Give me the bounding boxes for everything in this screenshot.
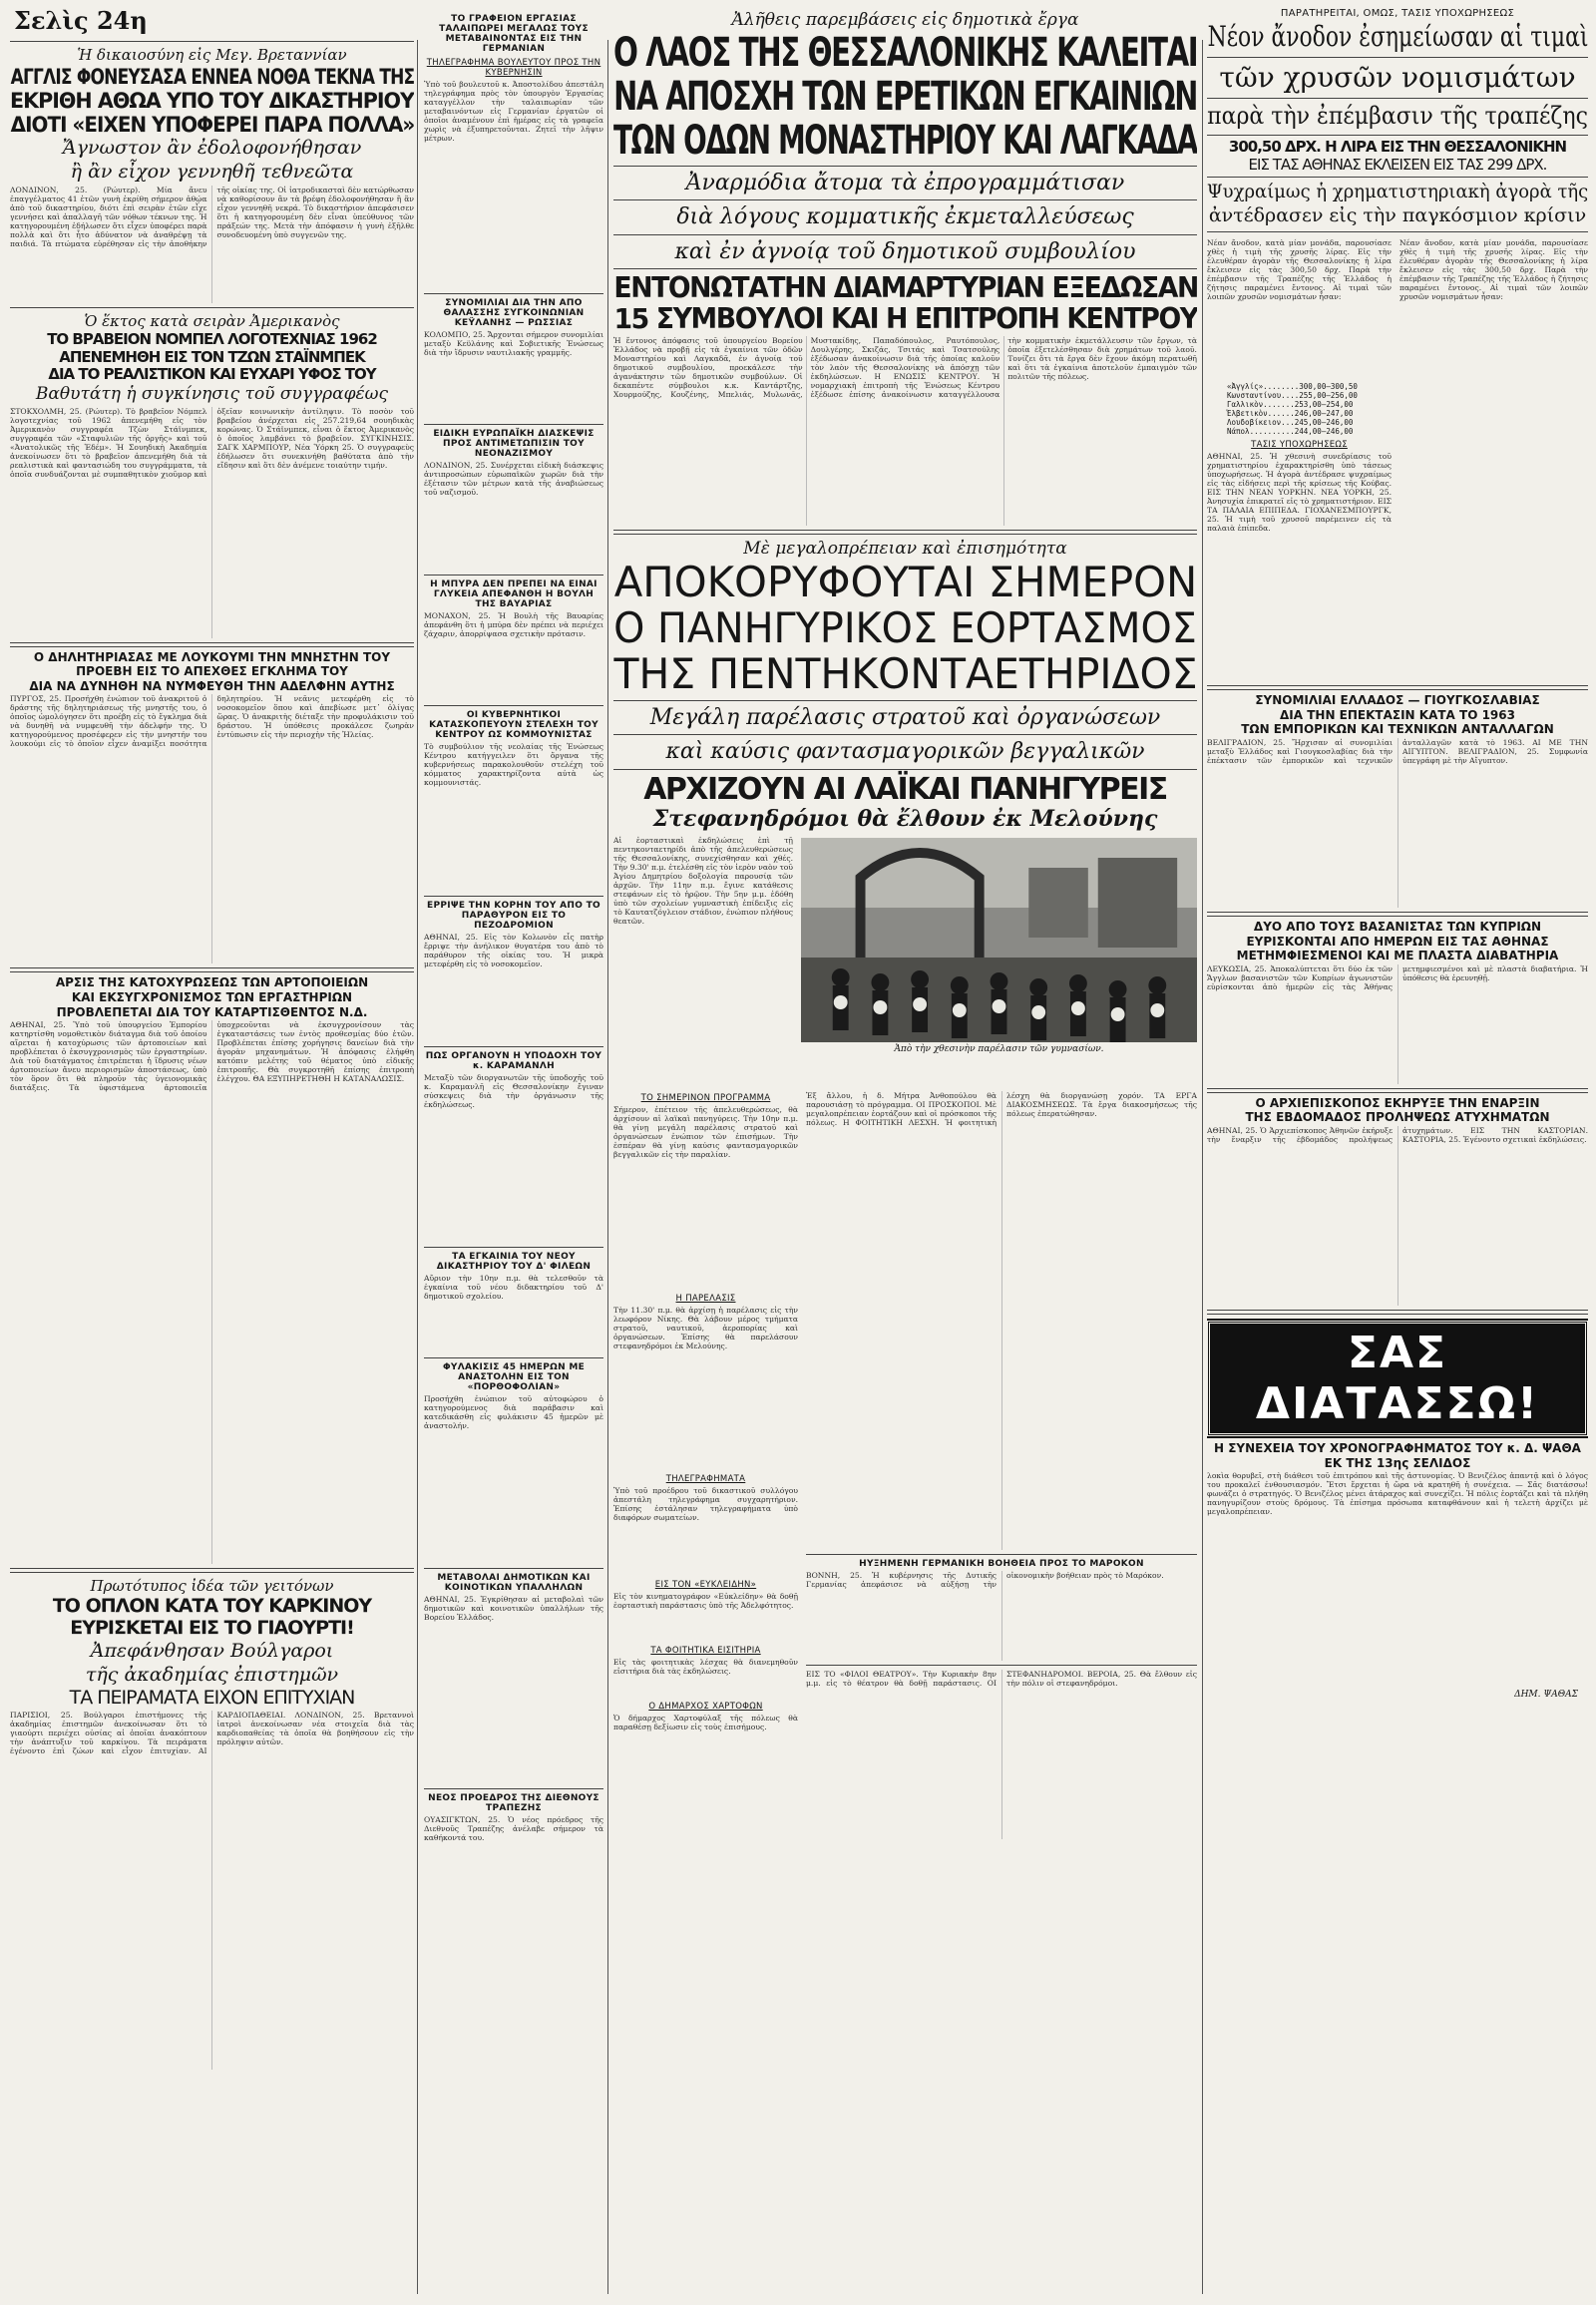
headline: ΣΥΝΟΜΙΛΙΑΙ ΔΙΑ ΤΗΝ ΑΠΟ ΘΑΛΑΣΣΗΣ ΣΥΓΚΟΙΝΩΝΙΑΝ ΚΕΫΛΑΝΗΣ — ΡΩΣΣΙΑΣ (443, 298, 585, 328)
article-body: Σήμερον, ἐπέτειον τῆς ἀπελευθερώσεως, θὰ ἀρχίσουν αἱ λαϊκαὶ πανηγύρεις. Τὴν 10ην π.μ. θὰ γίνῃ μεγάλη παρέλασις στρατοῦ καὶ ὀργανώσεων ἐνώπιον τῶν ἐπισήμων. Τὴν ἑσπέραν θὰ γίνῃ καύσις φαντασμαγορικῶν βεγγαλικῶν εἰς τὴν παραλίαν. (613, 1105, 798, 1160)
headline: ΦΥΛΑΚΙΣΙΣ 45 ΗΜΕΡΩΝ ΜΕ ΑΝΑΣΤΟΛΗΝ ΕΙΣ ΤΟΝ «ΠΟΡΘΟΦΟΛΙΑΝ» (442, 1362, 586, 1392)
headline: ΤΑ ΠΕΙΡΑΜΑΤΑ ΕΙΧΟΝ ΕΠΙΤΥΧΙΑΝ (69, 1686, 355, 1709)
column-1 (10, 0, 414, 2305)
divider (10, 307, 414, 308)
divider (613, 268, 1197, 269)
headline: ΠΡΟΒΛΕΠΕΤΑΙ ΔΙΑ ΤΟΥ ΚΑΤΑΡΤΙΣΘΕΝΤΟΣ Ν.Δ. (56, 1004, 368, 1019)
article-body: ΑΘΗΝΑΙ, 25. Ὁ Ἀρχιεπίσκοπος Ἀθηνῶν ἐκήρυξε τὴν ἔναρξιν τῆς ἑβδομάδος προλήψεως ἀτυχημάτων. ΕΙΣ ΤΗΝ ΚΑΣΤΟΡΙΑΝ. ΚΑΣΤΟΡΙΑ, 25. Ἐγένοντο σχετικαὶ ἐκδηλώσεις. (1207, 1125, 1588, 1144)
article-body: ΛΟΝΔΙΝΟΝ, 25. (Ρώυτερ). Μία ἄνευ ἐπαγγέλματος 41 ἐτῶν γυνὴ ἐκρίθη σήμερον ἀθῴα ἀπὸ τοῦ δικαστηρίου, διότι ἐπὶ σειρὰν ἐτῶν εἶχε γεννήσει καὶ ἀπαλλαγῆ τῶν νόθων τέκνων της. Ἡ κατηγορουμένη ἐδήλωσεν ὅτι εἶχεν ὑποφέρει παρὰ πολλὰ καὶ ὅτι ἦτο ἀδύνατον νὰ ἀναθρέψῃ τὰ παιδιά. Τὰ πτώματα εὑρέθησαν εἰς τὴν ἀποθήκην τῆς οἰκίας της. Οἱ ἰατροδικασταὶ δὲν κατώρθωσαν νὰ καθορίσουν ἂν τὰ βρέφη ἐδολοφονήθησαν ἢ ἂν εἶχον γεννηθῆ νεκρά. Τὸ δικαστήριον ἀπεφάσισεν ὅτι ἡ κατηγορουμένη δὲν εἶναι ὑπεύθυνος τῶν πράξεών της. Μετὰ τὴν ἀπόφασιν ἡ γυνὴ ἐξῆλθε συνοδευομένη ὑπὸ συγγενῶν της. (10, 185, 414, 248)
headline: ΟΙ ΚΥΒΕΡΝΗΤΙΚΟΙ ΚΑΤΑΣΚΟΠΕΥΟΥΝ ΣΤΕΛΕΧΗ ΤΟΥ ΚΕΝΤΡΟΥ ΩΣ ΚΟΜΜΟΥΝΙΣΤΑΣ (429, 710, 598, 740)
headline: 15 ΣΥΜΒΟΥΛΟΙ ΚΑΙ Η ΕΠΙΤΡΟΠΗ ΚΕΝΤΡΟΥ (613, 302, 1197, 336)
column-divider (1202, 40, 1203, 2294)
subheadline: Μεγάλη παρέλασις στρατοῦ καὶ ὀργανώσεων (649, 704, 1161, 730)
headline: Ψυχραίμως ἡ χρηματιστηριακὴ ἀγορὰ τῆς (1207, 181, 1588, 203)
headline: Η ΣΥΝΕΧΕΙΑ ΤΟΥ ΧΡΟΝΟΓΡΑΦΗΜΑΤΟΣ ΤΟΥ κ. Δ. ΨΑΘΑ (1214, 1440, 1581, 1455)
article-body: ΑΘΗΝΑΙ, 25. Εἰς τὸν Κολωνὸν εἷς πατὴρ ἔρριψε τὴν ἀνήλικον θυγατέρα του ἀπὸ τὸ παράθυρον τῆς οἰκίας του. Ἡ μικρὰ μετεφέρθη εἰς τὸ νοσοκομεῖον. (424, 933, 603, 968)
divider (424, 293, 603, 294)
article-body: Μεταξὺ τῶν διοργανωτῶν τῆς ὑποδοχῆς τοῦ κ. Καραμανλῆ εἰς Θεσσαλονίκην ἔγιναν σύσκεψεις διὰ τὴν ὀργάνωσιν τῆς ἐκδηλώσεως. (424, 1073, 603, 1109)
column-2 (424, 0, 603, 2305)
headline: ΑΠΕΝΕΜΗΘΗ ΕΙΣ ΤΟΝ ΤΖΩΝ ΣΤΑΪΝΜΠΕΚ (59, 347, 365, 366)
headline: Ο ΔΗΛΗΤΗΡΙΑΣΑΣ ΜΕ ΛΟΥΚΟΥΜΙ ΤΗΝ ΜΝΗΣΤΗΝ ΤΟΥ (33, 649, 391, 664)
article-body: ΠΑΡΙΣΙΟΙ, 25. Βούλγαροι ἐπιστήμονες τῆς ἀκαδημίας ἐπιστημῶν ἀνεκοίνωσαν ὅτι τὸ γιαούρτι περιέχει οὐσίας αἱ ὁποῖαι ἀνακόπτουν τὴν ἀνάπτυξιν τοῦ καρκίνου. Τὰ πειράματα ἐγένοντο ἐπὶ ζώων καὶ εἶχον ἐπιτυχίαν. ΑΙ ΚΑΡΔΙΟΠΑΘΕΙΑΙ. ΛΟΝΔΙΝΟΝ, 25. Βρεταννοὶ ἰατροὶ ἀνεκοίνωσαν νέα στοιχεῖα διὰ τὰς καρδιοπαθείας τὰ ὁποῖα θὰ βοηθήσουν εἰς τὴν πρόληψιν αὐτῶν. (10, 1710, 414, 1755)
price-row: Λουδοβίκειον...245,00—246,00 (1227, 418, 1354, 428)
divider (806, 1665, 1197, 1666)
subheadline: καὶ ἐν ἀγνοίᾳ τοῦ δημοτικοῦ συμβουλίου (674, 238, 1136, 264)
headline: ΕΙΔΙΚΗ ΕΥΡΩΠΑΪΚΗ ΔΙΑΣΚΕΨΙΣ ΠΡΟΣ ΑΝΤΙΜΕΤΩΠΙΣΙΝ ΤΟΥ ΝΕΟΝΑΖΙΣΜΟΥ (433, 429, 595, 459)
headline: ΔΙΑ ΤΗΝ ΕΠΕΚΤΑΣΙΝ ΚΑΤΑ ΤΟ 1963 (1280, 707, 1515, 722)
subheadline: 300,50 ΔΡΧ. Η ΛΙΡΑ ΕΙΣ ΤΗΝ ΘΕΣΣΑΛΟΝΙΚΗΝ (1228, 137, 1567, 156)
article-body: Ὑπὸ τοῦ προέδρου τοῦ δικαστικοῦ συλλόγου ἀπεστάλη τηλεγράφημα συγχαρητήριον. Ἐπίσης ἐστάλησαν τηλεγραφήματα ὑπὸ διαφόρων σωματείων. (613, 1486, 798, 1523)
headline: ΠΩΣ ΟΡΓΑΝΟΥΝ Η ΥΠΟΔΟΧΗ ΤΟΥ κ. ΚΑΡΑΜΑΝΛΗ (425, 1051, 602, 1071)
headline: ΕΥΡΙΣΚΕΤΑΙ ΕΙΣ ΤΟ ΓΙΑΟΥΡΤΙ! (70, 1617, 354, 1640)
section-heading: ΤΑΣΙΣ ΥΠΟΧΩΡΗΣΕΩΣ (1251, 440, 1348, 451)
page-number: Σελὶς 24η (14, 6, 148, 35)
article-body: ΚΟΛΟΜΠΟ, 25. Ἄρχονται σήμερον συνομιλίαι μεταξὺ Κεϋλάνης καὶ Σοβιετικῆς Ἑνώσεως διὰ τὴν ἵδρυσιν ναυτιλιακῆς γραμμῆς. (424, 330, 603, 357)
section-heading: ΤΗΛΕΓΡΑΦΗΜΑΤΑ (665, 1474, 746, 1485)
article-poisoning (10, 651, 414, 964)
kicker: Μὲ μεγαλοπρέπειαν καὶ ἐπισημότητα (743, 538, 1067, 559)
article-bakeries (10, 976, 414, 1564)
subheadline: ΕΙΣ ΤΑΣ ΑΘΗΝΑΣ ΕΚΛΕΙΣΕΝ ΕΙΣ ΤΑΣ 299 ΔΡΧ. (1248, 155, 1547, 174)
headline: ΑΡΧΙΖΟΥΝ ΑΙ ΛΑΪΚΑΙ ΠΑΝΗΓΥΡΕΙΣ (643, 771, 1167, 807)
column-title-banner: ΣΑΣ ΔΙΑΤΑΣΣΩ! (1207, 1321, 1588, 1436)
article-body: Ὑπὸ τοῦ βουλευτοῦ κ. Ἀποστολίδου ἀπεστάλη τηλεγράφημα πρὸς τὸν ὑπουργὸν Ἐργασίας καταγγέλλον τὴν ταλαιπωρίαν τῶν μεταβαινόντων εἰς Γερμανίαν ἐργατῶν οἱ ὁποῖοι ἀναμένουν ἐπὶ ἡμέρας εἰς τὰ γραφεῖα χωρὶς νὰ ἐξυπηρετοῦνται. Ζητεῖ τὴν λῆψιν μέτρων. (424, 80, 603, 143)
divider (613, 769, 1197, 770)
headline: ΑΡΣΙΣ ΤΗΣ ΚΑΤΟΧΥΡΩΣΕΩΣ ΤΩΝ ΑΡΤΟΠΟΙΕΙΩΝ (55, 975, 369, 990)
divider (10, 642, 414, 647)
author-signature: ΔΗΜ. ΨΑΘΑΣ (1514, 1690, 1578, 1701)
article-body: Προσήχθη ἐνώπιον τοῦ αὐτοφώρου ὁ κατηγορούμενος διὰ παράβασιν καὶ κατεδικάσθη εἰς φυλάκισιν 45 ἡμερῶν μὲ ἀναστολήν. (424, 1394, 603, 1430)
divider (10, 1568, 414, 1573)
divider (424, 1568, 603, 1569)
headline: ΤΟ ΓΡΑΦΕΙΟΝ ΕΡΓΑΣΙΑΣ ΤΑΛΑΙΠΩΡΕΙ ΜΕΓΑΛΩΣ ΤΟΥΣ ΜΕΤΑΒΑΙΝΟΝΤΑΣ ΕΙΣ ΤΗΝ ΓΕΡΜΑΝΙΑΝ (439, 14, 589, 54)
headline: ΤΗΣ ΕΒΔΟΜΑΔΟΣ ΠΡΟΛΗΨΕΩΣ ΑΤΥΧΗΜΑΤΩΝ (1245, 1110, 1550, 1125)
price-row: Γαλλικὸν.......253,00—254,00 (1227, 400, 1354, 410)
article-body: Ἐξ ἄλλου, ἡ δ. Μήτρα Ἀνθοπούλου θὰ παρουσιάσῃ τὸ πρόγραμμα. ΟΙ ΠΡΟΣΚΟΠΟΙ. Μὲ μεγαλοπρέπειαν ἑορτάζουν καὶ οἱ πρόσκοποι τῆς πόλεως. Η ΦΟΙΤΗΤΙΚΗ ΛΕΣΧΗ. Ἡ φοιτητικὴ λέσχη θὰ διοργανώσῃ χορόν. ΤΑ ΕΡΓΑ ΔΙΑΚΟΣΜΗΣΕΩΣ. Τὰ ἔργα διακοσμήσεως τῆς πόλεως ἐπερατώθησαν. (806, 1091, 1197, 1128)
divider (1207, 98, 1588, 99)
headline: ΜΕΤΑΒΟΛΑΙ ΔΗΜΟΤΙΚΩΝ ΚΑΙ ΚΟΙΝΟΤΙΚΩΝ ΥΠΑΛΛΗΛΩΝ (437, 1573, 591, 1593)
divider (1207, 177, 1588, 178)
price-row: Νάπολ..........244,00—246,00 (1227, 427, 1354, 437)
headline: ΕΡΡΙΨΕ ΤΗΝ ΚΟΡΗΝ ΤΟΥ ΑΠΟ ΤΟ ΠΑΡΑΘΥΡΟΝ ΕΙΣ ΤΟ ΠΕΖΟΔΡΟΜΙΟΝ (427, 901, 600, 931)
column-3 (613, 0, 1197, 2305)
article-body: Νέαν ἄνοδον, κατὰ μίαν μονάδα, παρουσίασε χθὲς ἡ τιμὴ τῆς χρυσῆς λίρας. Εἰς τὴν ἐλευθέραν ἀγορὰν τῆς Θεσσαλονίκης ἡ λίρα ἔκλεισεν εἰς τὰς 300,50 δρχ. Παρὰ τὴν ἐπέμβασιν τῆς Τραπέζης τῆς Ἑλλάδος ἡ ζήτησις παραμένει ἔντονος. Αἱ τιμαὶ τῶν λοιπῶν χρυσῶν νομισμάτων ἦσαν: (1399, 238, 1588, 302)
divider (424, 896, 603, 897)
column-divider (607, 40, 608, 2294)
article-body: λοκὶα θορυβεῖ, στὴ διάθεσι τοῦ ἐπιτρόπου καὶ τῆς ἀστυνομίας. Ὁ Βενιζέλος ἀπαντᾷ καὶ ὁ λόγος του προκαλεῖ ἐνθουσιασμόν. Ἔτσι ἔρχεται ἡ ὥρα νὰ κρατηθῆ ἡ συνέχεια. — Σᾶς διατάσσω! φωνάζει ὁ στρατηγός. Ὁ Βενιζέλος μένει ἀτάραχος καὶ συνεχίζει. Ἡ πόλις ἑορτάζει καὶ τὰ πλήθη πανηγυρίζουν στοὺς δρόμους. Τὰ ἐπίσημα πρόσωπα καταφθάνουν καὶ ἡ τελετὴ ἀρχίζει μὲ μεγαλοπρέπειαν. (1207, 1471, 1588, 1517)
article-body: Αὔριον τὴν 10ην π.μ. θὰ τελεσθοῦν τὰ ἐγκαίνια τοῦ νέου διδακτηρίου τοῦ Δ' δημοτικοῦ σχολείου. (424, 1274, 603, 1301)
column-4 (1207, 0, 1588, 2305)
divider (10, 41, 414, 42)
headline: ΝΕΟΣ ΠΡΟΕΔΡΟΣ ΤΗΣ ΔΙΕΘΝΟΥΣ ΤΡΑΠΕΖΗΣ (428, 1793, 599, 1813)
headline: ΤΟ ΒΡΑΒΕΙΟΝ ΝΟΜΠΕΛ ΛΟΓΟΤΕΧΝΙΑΣ 1962 (47, 329, 377, 348)
headline: ΠΡΟΕΒΗ ΕΙΣ ΤΟ ΑΠΕΧΘΕΣ ΕΓΚΛΗΜΑ ΤΟΥ (76, 664, 348, 679)
article-nobel-prize (10, 312, 414, 638)
divider (424, 1788, 603, 1789)
headline: ΑΠΟΚΟΡΥΦΟΥΤΑΙ ΣΗΜΕΡΟΝ (613, 557, 1197, 606)
article-body: ΣΤΟΚΧΟΛΜΗ, 25. (Ρώυτερ). Τὸ βραβεῖον Νόμπελ λογοτεχνίας τοῦ 1962 ἀπενεμήθη εἰς τὸν Ἀμερικανὸν συγγραφέα Τζὼν Στάϊνμπεκ, συγγραφέα τῶν «Σταφυλιῶν τῆς ὀργῆς» καὶ τοῦ «Ἀνατολικῶς τῆς Ἐδέμ». Ἡ Σουηδικὴ Ἀκαδημία ἀνεκοίνωσεν ὅτι τὸ βραβεῖον ἀπενεμήθη διὰ τὰ ρεαλιστικὰ καὶ φαντασιώδη του συγγράμματα, τὰ ὁποῖα συνδυάζονται μὲ συμπαθητικὸν χιοῦμορ καὶ ὀξεῖαν κοινωνικὴν ἀντίληψιν. Τὸ ποσὸν τοῦ βραβείου ἀνέρχεται εἰς 257.219,64 σουηδικὰς κορώνας. Ὁ Στάϊνμπεκ, εἶναι ὁ ἕκτος Ἀμερικανὸς ὁ ὁποῖος λαμβάνει τὸ βραβεῖον. ΣΥΓΚΙΝΗΣΙΣ. ΣΑΓΚ ΧΑΡΜΠΟΥΡ, Νέα Ὑόρκη 25. Ὁ συγγραφεὺς ἐδήλωσεν ὅτι συνεκινήθη βαθύτατα ἀπὸ τὴν εἴδησιν καὶ ὅτι δὲν ἀνέμενε τοιαύτην τιμήν. (10, 406, 414, 479)
divider (1207, 1088, 1588, 1093)
section-heading: Η ΠΑΡΕΛΑΣΙΣ (675, 1294, 736, 1305)
headline: ΤΑ ΕΓΚΑΙΝΙΑ ΤΟΥ ΝΕΟΥ ΔΙΚΑΣΤΗΡΙΟΥ ΤΟΥ Δ' ΦΙΛΕΩΝ (436, 1252, 592, 1272)
photo-caption: Ἀπὸ τὴν χθεσινὴν παρέλασιν τῶν γυμνασίων. (894, 1044, 1104, 1055)
headline: Ο ΑΡΧΙΕΠΙΣΚΟΠΟΣ ΕΚΗΡΥΞΕ ΤΗΝ ΕΝΑΡΞΙΝ (1255, 1095, 1540, 1110)
divider (424, 705, 603, 706)
headline: ΗΥΞΗΜΕΝΗ ΓΕΡΜΑΝΙΚΗ ΒΟΗΘΕΙΑ ΠΡΟΣ ΤΟ ΜΑΡΟΚΟΝ (859, 1559, 1144, 1570)
subheadline: ἢ ἂν εἶχον γεννηθῆ τεθνεῶτα (70, 160, 354, 183)
article-body: ΜΟΝΑΧΟΝ, 25. Ἡ Βουλὴ τῆς Βαυαρίας ἀπεφάνθη ὅτι ἡ μπύρα δὲν πρέπει νὰ περιέχει ζάχαριν, ἀπορρίψασα σχετικὴν πρότασιν. (424, 611, 603, 638)
divider (806, 1554, 1197, 1555)
subheadline: Ἀπεφάνθησαν Βούλγαροι (90, 1640, 334, 1663)
subheadline: καὶ καύσις φαντασμαγορικῶν βεγγαλικῶν (665, 739, 1145, 765)
headline: ΕΝΤΟΝΩΤΑΤΗΝ ΔΙΑΜΑΡΤΥΡΙΑΝ ΕΞΕΔΩΣΑΝ (613, 270, 1197, 304)
headline: ΜΕΤΗΜΦΙΕΣΜΕΝΟΙ ΚΑΙ ΜΕ ΠΛΑΣΤΑ ΔΙΑΒΑΤΗΡΙΑ (1236, 949, 1559, 963)
headline: ἀντέδρασεν εἰς τὴν παγκόσμιον κρίσιν (1208, 204, 1587, 227)
subheadline: ΤΗΛΕΓΡΑΦΗΜΑ ΒΟΥΛΕΥΤΟΥ ΠΡΟΣ ΤΗΝ ΚΥΒΕΡΝΗΣΙΝ (426, 58, 601, 78)
headline: τῶν χρυσῶν νομισμάτων (1219, 61, 1576, 95)
subheadline: Ἄγνωστον ἂν ἐδολοφονήθησαν (62, 137, 362, 160)
price-row: Κωνσταντίνου....255,00—256,00 (1227, 391, 1358, 401)
subheadline: Ἀναρμόδια ἄτομα τὰ ἐπρογραμμάτισαν (685, 171, 1125, 195)
headline: ΤΗΣ ΠΕΝΤΗΚΟΝΤΑΕΤΗΡΙΔΟΣ (613, 648, 1197, 698)
divider (10, 967, 414, 972)
article-body: ΕΙΣ ΤΟ «ΦΙΛΟΙ ΘΕΑΤΡΟΥ». Τὴν Κυριακὴν 8ην μ.μ. εἰς τὸ θέατρον θὰ δοθῇ παράστασις. ΟΙ ΣΤΕΦΑΝΗΔΡΟΜΟΙ. ΒΕΡΟΙΑ, 25. Θὰ ἔλθουν εἰς τὴν πόλιν οἱ στεφανηδρόμοι. (806, 1670, 1197, 1689)
article-body: Τὸ συμβούλιον τῆς νεολαίας τῆς Ἑνώσεως Κέντρου κατήγγειλεν ὅτι ὄργανα τῆς κυβερνήσεως παρακολουθοῦν στελέχη τοῦ κόμματος χαρακτηρίζοντα αὐτὰ ὡς κομμουνιστάς. (424, 742, 603, 787)
headline: ΝΑ ΑΠΟΣΧΗ ΤΩΝ ΕΡΕΤΙΚΩΝ ΕΓΚΑΙΝΙΩΝ (613, 74, 1197, 120)
section-heading: ΕΙΣ ΤΟΝ «ΕΥΚΛΕΙΔΗΝ» (654, 1580, 757, 1591)
headline: ΑΓΓΛΙΣ ΦΟΝΕΥΣΑΣΑ ΕΝΝΕΑ ΝΟΘΑ ΤΕΚΝΑ ΤΗΣ (10, 65, 414, 89)
subheadline: τῆς ἀκαδημίας ἐπιστημῶν (85, 1663, 339, 1686)
divider (1207, 685, 1588, 690)
article-body: ΑΘΗΝΑΙ, 25. Ὑπὸ τοῦ ὑπουργείου Ἐμπορίου κατηρτίσθη νομοθετικὸν διάταγμα διὰ τοῦ ὁποίου αἴρεται ἡ κατοχύρωσις τῶν ἀρτοποιείων καὶ προβλέπεται ὁ ἐκσυγχρονισμὸς τῶν ἐργαστηρίων. Διὰ τοῦ διατάγματος ἐπιτρέπεται ἡ ἵδρυσις νέων ἀρτοποιείων ἄνευ περιορισμῶν ἀποστάσεως, ὑπὸ τὸν ὅρον ὅτι θὰ πληροῦν τὰς ὑγειονομικὰς διατάξεις. Τὰ ὑφιστάμενα ἀρτοποιεῖα ὑποχρεοῦνται νὰ ἐκσυγχρονίσουν τὰς ἐγκαταστάσεις των ἐντὸς προθεσμίας δύο ἐτῶν. Προβλέπεται ἐπίσης χορήγησις δανείων διὰ τὴν ἀγορὰν μηχανημάτων. Ἡ ἀπόφασις ἐλήφθη κατόπιν μελέτης τοῦ θέματος ὑπὸ εἰδικῆς ἐπιτροπῆς. Θὰ συγκροτηθῆ ἐπίσης ἐπιτροπὴ ἐλέγχου. ΘΑ ΕΞΥΠΗΡΕΤΗΘΗ Η ΚΑΤΑΝΑΛΩΣΙΣ. (10, 1020, 414, 1093)
headline: ΔΥΟ ΑΠΟ ΤΟΥΣ ΒΑΣΑΝΙΣΤΑΣ ΤΩΝ ΚΥΠΡΙΩΝ (1253, 919, 1542, 934)
article-body: ΑΘΗΝΑΙ, 25. Ἐγκρίθησαν αἱ μεταβολαὶ τῶν δημοτικῶν καὶ κοινοτικῶν ὑπαλλήλων τῆς Βορείου Ἑλλάδος. (424, 1595, 603, 1622)
article-body: Τὴν 11.30' π.μ. θὰ ἀρχίσῃ ἡ παρέλασις εἰς τὴν λεωφόρον Νίκης. Θὰ λάβουν μέρος τμήματα στρατοῦ, ναυτικοῦ, ἀεροπορίας καὶ ὀργανώσεων. Ἐπίσης θὰ παρελάσουν στεφανηδρόμοι ἐκ Μελούνης. (613, 1306, 798, 1351)
price-row: «Ἀγγλίς»........300,00—300,50 (1227, 382, 1358, 392)
article-body: ΒΕΛΙΓΡΑΔΙΟΝ, 25. Ἤρχισαν αἱ συνομιλίαι μεταξὺ Ἑλλάδος καὶ Γιουγκοσλαβίας διὰ τὴν ἐπέκτασιν τῶν ἐμπορικῶν καὶ τεχνικῶν ἀνταλλαγῶν κατὰ τὸ 1963. ΑΙ ΜΕ ΤΗΝ ΑΙΓΥΠΤΟΝ. ΒΕΛΙΓΡΑΔΙΟΝ, 25. Συμφωνία ὑπεγράφη μὲ τὴν Αἴγυπτον. (1207, 737, 1588, 765)
divider (1207, 1310, 1588, 1315)
headline: ΤΩΝ ΟΔΩΝ ΜΟΝΑΣΤΗΡΙΟΥ ΚΑΙ ΛΑΓΚΑΔΑ (613, 118, 1197, 164)
divider (424, 1357, 603, 1358)
coin-price-table (1227, 382, 1392, 436)
parade-photo (801, 838, 1197, 1042)
divider (1207, 231, 1588, 232)
article-body: Νέαν ἄνοδον, κατὰ μίαν μονάδα, παρουσίασε χθὲς ἡ τιμὴ τῆς χρυσῆς λίρας. Εἰς τὴν ἐλευθέραν ἀγορὰν τῆς Θεσσαλονίκης ἡ λίρα ἔκλεισεν εἰς τὰς 300,50 δρχ. Παρὰ τὴν ἐπέμβασιν τῆς Τραπέζης τῆς Ἑλλάδος ἡ ζήτησις παραμένει ἔντονος. Αἱ τιμαὶ τῶν λοιπῶν χρυσῶν νομισμάτων ἦσαν: (1207, 238, 1392, 302)
divider (613, 199, 1197, 200)
parade-photo-image (801, 838, 1197, 1042)
headline: ΔΙΑ ΝΑ ΔΥΝΗΘΗ ΝΑ ΝΥΜΦΕΥΘΗ ΤΗΝ ΑΔΕΛΦΗΝ ΑΥΤΗΣ (29, 678, 395, 693)
divider (424, 1046, 603, 1047)
article-body: ΟΥΑΣΙΓΚΤΩΝ, 25. Ὁ νέος πρόεδρος τῆς Διεθνοῦς Τραπέζης ἀνέλαβε σήμερον τὰ καθήκοντά του. (424, 1815, 603, 1842)
article-body: ΒΟΝΝΗ, 25. Ἡ κυβέρνησις τῆς Δυτικῆς Γερμανίας ἀπεφάσισε νὰ αὐξήσῃ τὴν οἰκονομικὴν βοήθειαν πρὸς τὸ Μαρόκον. (806, 1571, 1164, 1590)
subheadline: Στεφανηδρόμοι θὰ ἔλθουν ἐκ Μελούνης (652, 806, 1158, 833)
article-yogurt (10, 1577, 414, 2070)
headline: Η ΜΠΥΡΑ ΔΕΝ ΠΡΕΠΕΙ ΝΑ ΕΙΝΑΙ ΓΛΥΚΕΙΑ ΑΠΕΦΑΝΘΗ Η ΒΟΥΛΗ ΤΗΣ ΒΑΥΑΡΙΑΣ (430, 579, 598, 609)
headline: ΔΙΟΤΙ «ΕΙΧΕΝ ΥΠΟΦΕΡΕΙ ΠΑΡΑ ΠΟΛΛΑ» (10, 113, 414, 138)
divider (1207, 912, 1588, 917)
section-heading: ΤΟ ΣΗΜΕΡΙΝΟΝ ΠΡΟΓΡΑΜΜΑ (640, 1093, 771, 1104)
section-heading: ΤΑ ΦΟΙΤΗΤΙΚΑ ΕΙΣΙΤΗΡΙΑ (650, 1646, 761, 1657)
headline: ΕΥΡΙΣΚΟΝΤΑΙ ΑΠΟ ΗΜΕΡΩΝ ΕΙΣ ΤΑΣ ΑΘΗΝΑΣ (1246, 934, 1549, 949)
divider (424, 424, 603, 425)
divider (613, 734, 1197, 735)
divider (613, 234, 1197, 235)
headline: Νέον ἄνοδον ἐσημείωσαν αἱ τιμαὶ (1207, 20, 1588, 53)
kicker: Πρωτότυπος ἰδέα τῶν γειτόνων (90, 1577, 334, 1596)
article-body: Ἡ ἔντονος ἀπόφασις τοῦ ὑπουργείου Βορείου Ἑλλάδος νὰ προβῇ εἰς τὰ ἐγκαίνια τῶν ὁδῶν Μοναστηρίου καὶ Λαγκαδᾶ, ἐν ἀγνοίᾳ τοῦ δημοτικοῦ συμβουλίου, προεκάλεσε τὴν ἀγανάκτησιν τῶν δημοτικῶν συμβούλων. Οἱ δεκαπέντε σύμβουλοι κ.κ. Καντάρτζης, Χουρμούζης, Κουζένης, Μπελιάς, Μυλωνᾶς, Μυστακίδης, Παπαδόπουλος, Ραυτόπουλος, Δουλγέρης, Σκιζάς, Τσιτάς καὶ Τσατσούλης ἐξέδωσαν ἀνακοίνωσιν διὰ τῆς ὁποίας καλοῦν τὸν λαὸν τῆς Θεσσαλονίκης νὰ ἀπόσχῃ τῶν ἐκδηλώσεων. Η ΕΝΩΣΙΣ ΚΕΝΤΡΟΥ. Ἡ νομαρχιακὴ ἐπιτροπὴ τῆς Ἑνώσεως Κέντρου ἐξέδωσε ἐπίσης ἀνακοίνωσιν καταγγέλλουσα τὴν κομματικὴν ἐκμετάλλευσιν τῶν ἔργων, τὰ ὁποῖα ἐξετελέσθησαν διὰ χρημάτων τοῦ λαοῦ. Τονίζει ὅτι τὰ ἔργα δὲν ἔχουν ἀκόμη περατωθῆ καὶ ὅτι τὰ ἐγκαίνια ἀποτελοῦν ἐμπαιγμὸν τῶν πολιτῶν τῆς πόλεως. (613, 335, 1197, 399)
headline: ΣΥΝΟΜΙΛΙΑΙ ΕΛΛΑΔΟΣ — ΓΙΟΥΓΚΟΣΛΑΒΙΑΣ (1255, 693, 1540, 708)
divider (424, 1247, 603, 1248)
headline: ΤΩΝ ΕΜΠΟΡΙΚΩΝ ΚΑΙ ΤΕΧΝΙΚΩΝ ΑΝΤΑΛΛΑΓΩΝ (1241, 722, 1554, 737)
article-infanticide (10, 46, 414, 303)
article-body: Αἱ ἑορταστικαὶ ἐκδηλώσεις ἐπὶ τῇ πεντηκονταετηρίδι ἀπὸ τῆς ἀπελευθερώσεως τῆς Θεσσαλονίκης, συνεχίσθησαν καὶ χθές. Τὴν 9.30' π.μ. ἐτελέσθη εἰς τὸν ἱερὸν ναὸν τοῦ Ἁγίου Δημητρίου δοξολογία παρουσίᾳ τῶν ἀρχῶν. Τὴν 11ην π.μ. ἔγινε κατάθεσις στεφάνων εἰς τὸ ἡρῷον. Τὴν 5ην μ.μ. ἐδόθη ὑπὸ τῶν σχολείων γυμναστικὴ ἐπίδειξις εἰς τὸ Καυτατζόγλειον στάδιον, ἐνώπιον πλήθους θεατῶν. (613, 836, 793, 927)
article-body: ΠΥΡΓΟΣ, 25. Προσήχθη ἐνώπιον τοῦ ἀνακριτοῦ ὁ δράστης τῆς δηλητηριάσεως τῆς μνηστῆς του, ὁ ὁποῖος ὡμολόγησεν ὅτι προέβη εἰς τὸ ἔγκλημα διὰ νὰ δυνηθῆ νὰ νυμφευθῆ τὴν ἀδελφήν της. Ὁ κατηγορούμενος προσέφερεν εἰς τὴν μνηστήν του λουκούμι εἰς τὸ ὁποῖον εἶχεν ἀναμίξει ποσότητα δηλητηρίου. Ἡ νεᾶνις μετεφέρθη εἰς τὸ νοσοκομεῖον ὅπου καὶ ἀπεβίωσε μετ᾽ ὀλίγας ὥρας. Ὁ ἀνακριτὴς διέταξε τὴν προφυλάκισιν τοῦ δράστου. Ἡ ὑπόθεσις προκάλεσε ζωηρὰν ἐντύπωσιν εἰς τὴν περιοχὴν τῆς Ἠλείας. (10, 694, 414, 749)
section-heading: Ο ΔΗΜΑΡΧΟΣ ΧΑΡΤΟΦΩΝ (648, 1702, 763, 1713)
subheadline: Βαθυτάτη ἡ συγκίνησις τοῦ συγγραφέως (35, 384, 389, 405)
headline: Ο ΠΑΝΗΓΥΡΙΚΟΣ ΕΟΡΤΑΣΜΟΣ (613, 602, 1197, 652)
article-body: ΛΟΝΔΙΝΟΝ, 25. Συνέρχεται εἰδικὴ διάσκεψις ἀντιπροσώπων εὐρωπαϊκῶν χωρῶν διὰ τὴν ἐξέτασιν τῶν μέτρων κατὰ τῆς ἀναβιώσεως τοῦ ναζισμοῦ. (424, 461, 603, 497)
price-row: Ἑλβετικὸν......246,00—247,00 (1227, 409, 1354, 419)
headline: ΚΑΙ ΕΚΣΥΓΧΡΟΝΙΣΜΟΣ ΤΩΝ ΕΡΓΑΣΤΗΡΙΩΝ (71, 990, 353, 1004)
kicker: Ὁ ἕκτος κατὰ σειρὰν Ἀμερικανὸς (84, 311, 340, 330)
kicker: Ἀλῆθεις παρεμβάσεις εἰς δημοτικὰ ἔργα (731, 10, 1079, 30)
divider (1207, 57, 1588, 58)
kicker: Ἡ δικαιοσύνη εἰς Μεγ. Βρεταννίαν (77, 46, 347, 64)
kicker: ΠΑΡΑΤΗΡΕΙΤΑΙ, ΟΜΩΣ, ΤΑΣΙΣ ΥΠΟΧΩΡΗΣΕΩΣ (1280, 8, 1515, 19)
headline: ΕΚ ΤΗΣ 13ης ΣΕΛΙΔΟΣ (1324, 1455, 1471, 1470)
article-body: ΑΘΗΝΑΙ, 25. Ἡ χθεσινὴ συνεδρίασις τοῦ χρηματιστηρίου ἐχαρακτηρίσθη ὑπὸ τάσεως ὑποχωρήσεως. Ἡ ἀγορὰ ἀντέδρασε ψυχραίμως εἰς τὰς εἰδήσεις περὶ τῆς κρίσεως τῆς Κούβας. ΕΙΣ ΤΗΝ ΝΕΑΝ ΥΟΡΚΗΝ. ΝΕΑ ΥΟΡΚΗ, 25. Ἀνησυχία ἐπικρατεῖ εἰς τὸ χρηματιστήριον. ΕΙΣ ΤΑ ΠΑΛΑΙΑ ΕΠΙΠΕΔΑ. ΓΙΟΧΑΝΕΣΜΠΟΥΡΓΚ, 25. Ἡ τιμὴ τοῦ χρυσοῦ παρέμεινεν εἰς τὰ παλαιὰ ἐπίπεδα. (1207, 452, 1392, 534)
headline: ΔΙΑ ΤΟ ΡΕΑΛΙΣΤΙΚΟΝ ΚΑΙ ΕΥΧΑΡΙ ΥΦΟΣ ΤΟΥ (48, 365, 376, 384)
column-divider (417, 40, 418, 2294)
divider (613, 530, 1197, 535)
divider (613, 700, 1197, 701)
subheadline: διὰ λόγους κομματικῆς ἐκμεταλλεύσεως (676, 204, 1134, 230)
headline: Ο ΛΑΟΣ ΤΗΣ ΘΕΣΣΑΛΟΝΙΚΗΣ ΚΑΛΕΙΤΑΙ (613, 30, 1197, 76)
headline: ΤΟ ΟΠΛΟΝ ΚΑΤΑ ΤΟΥ ΚΑΡΚΙΝΟΥ (52, 1595, 372, 1618)
headline: ΕΚΡΙΘΗ ΑΘΩΑ ΥΠΟ ΤΟΥ ΔΙΚΑΣΤΗΡΙΟΥ (10, 89, 414, 114)
article-body: Εἰς τὰς φοιτητικὰς λέσχας θὰ διανεμηθοῦν εἰσιτήρια διὰ τὰς ἐκδηλώσεις. (613, 1658, 798, 1677)
article-body: ΛΕΥΚΩΣΙΑ, 25. Ἀποκαλύπτεται ὅτι δύο ἐκ τῶν Ἄγγλων βασανιστῶν τῶν Κυπρίων ἀγωνιστῶν εὑρίσκονται ἀπὸ ἡμερῶν εἰς τὰς Ἀθήνας μετημφιεσμένοι καὶ μὲ πλαστὰ διαβατήρια. Ἡ ὑπόθεσις θὰ ἐρευνηθῇ. (1207, 963, 1588, 991)
article-body: Ὁ δήμαρχος Χαρτοφύλαξ τῆς πόλεως θὰ παραθέσῃ δεξίωσιν εἰς τοὺς ἐπισήμους. (613, 1714, 798, 1732)
headline: παρὰ τὴν ἐπέμβασιν τῆς τραπέζης (1207, 102, 1588, 131)
article-body: Εἰς τὸν κινηματογράφον «Εὐκλείδην» θὰ δοθῇ ἑορταστικὴ παράστασις ὑπὸ τῆς Ἀδελφότητος. (613, 1592, 798, 1611)
divider (613, 166, 1197, 167)
divider (1207, 135, 1588, 136)
divider (424, 575, 603, 576)
